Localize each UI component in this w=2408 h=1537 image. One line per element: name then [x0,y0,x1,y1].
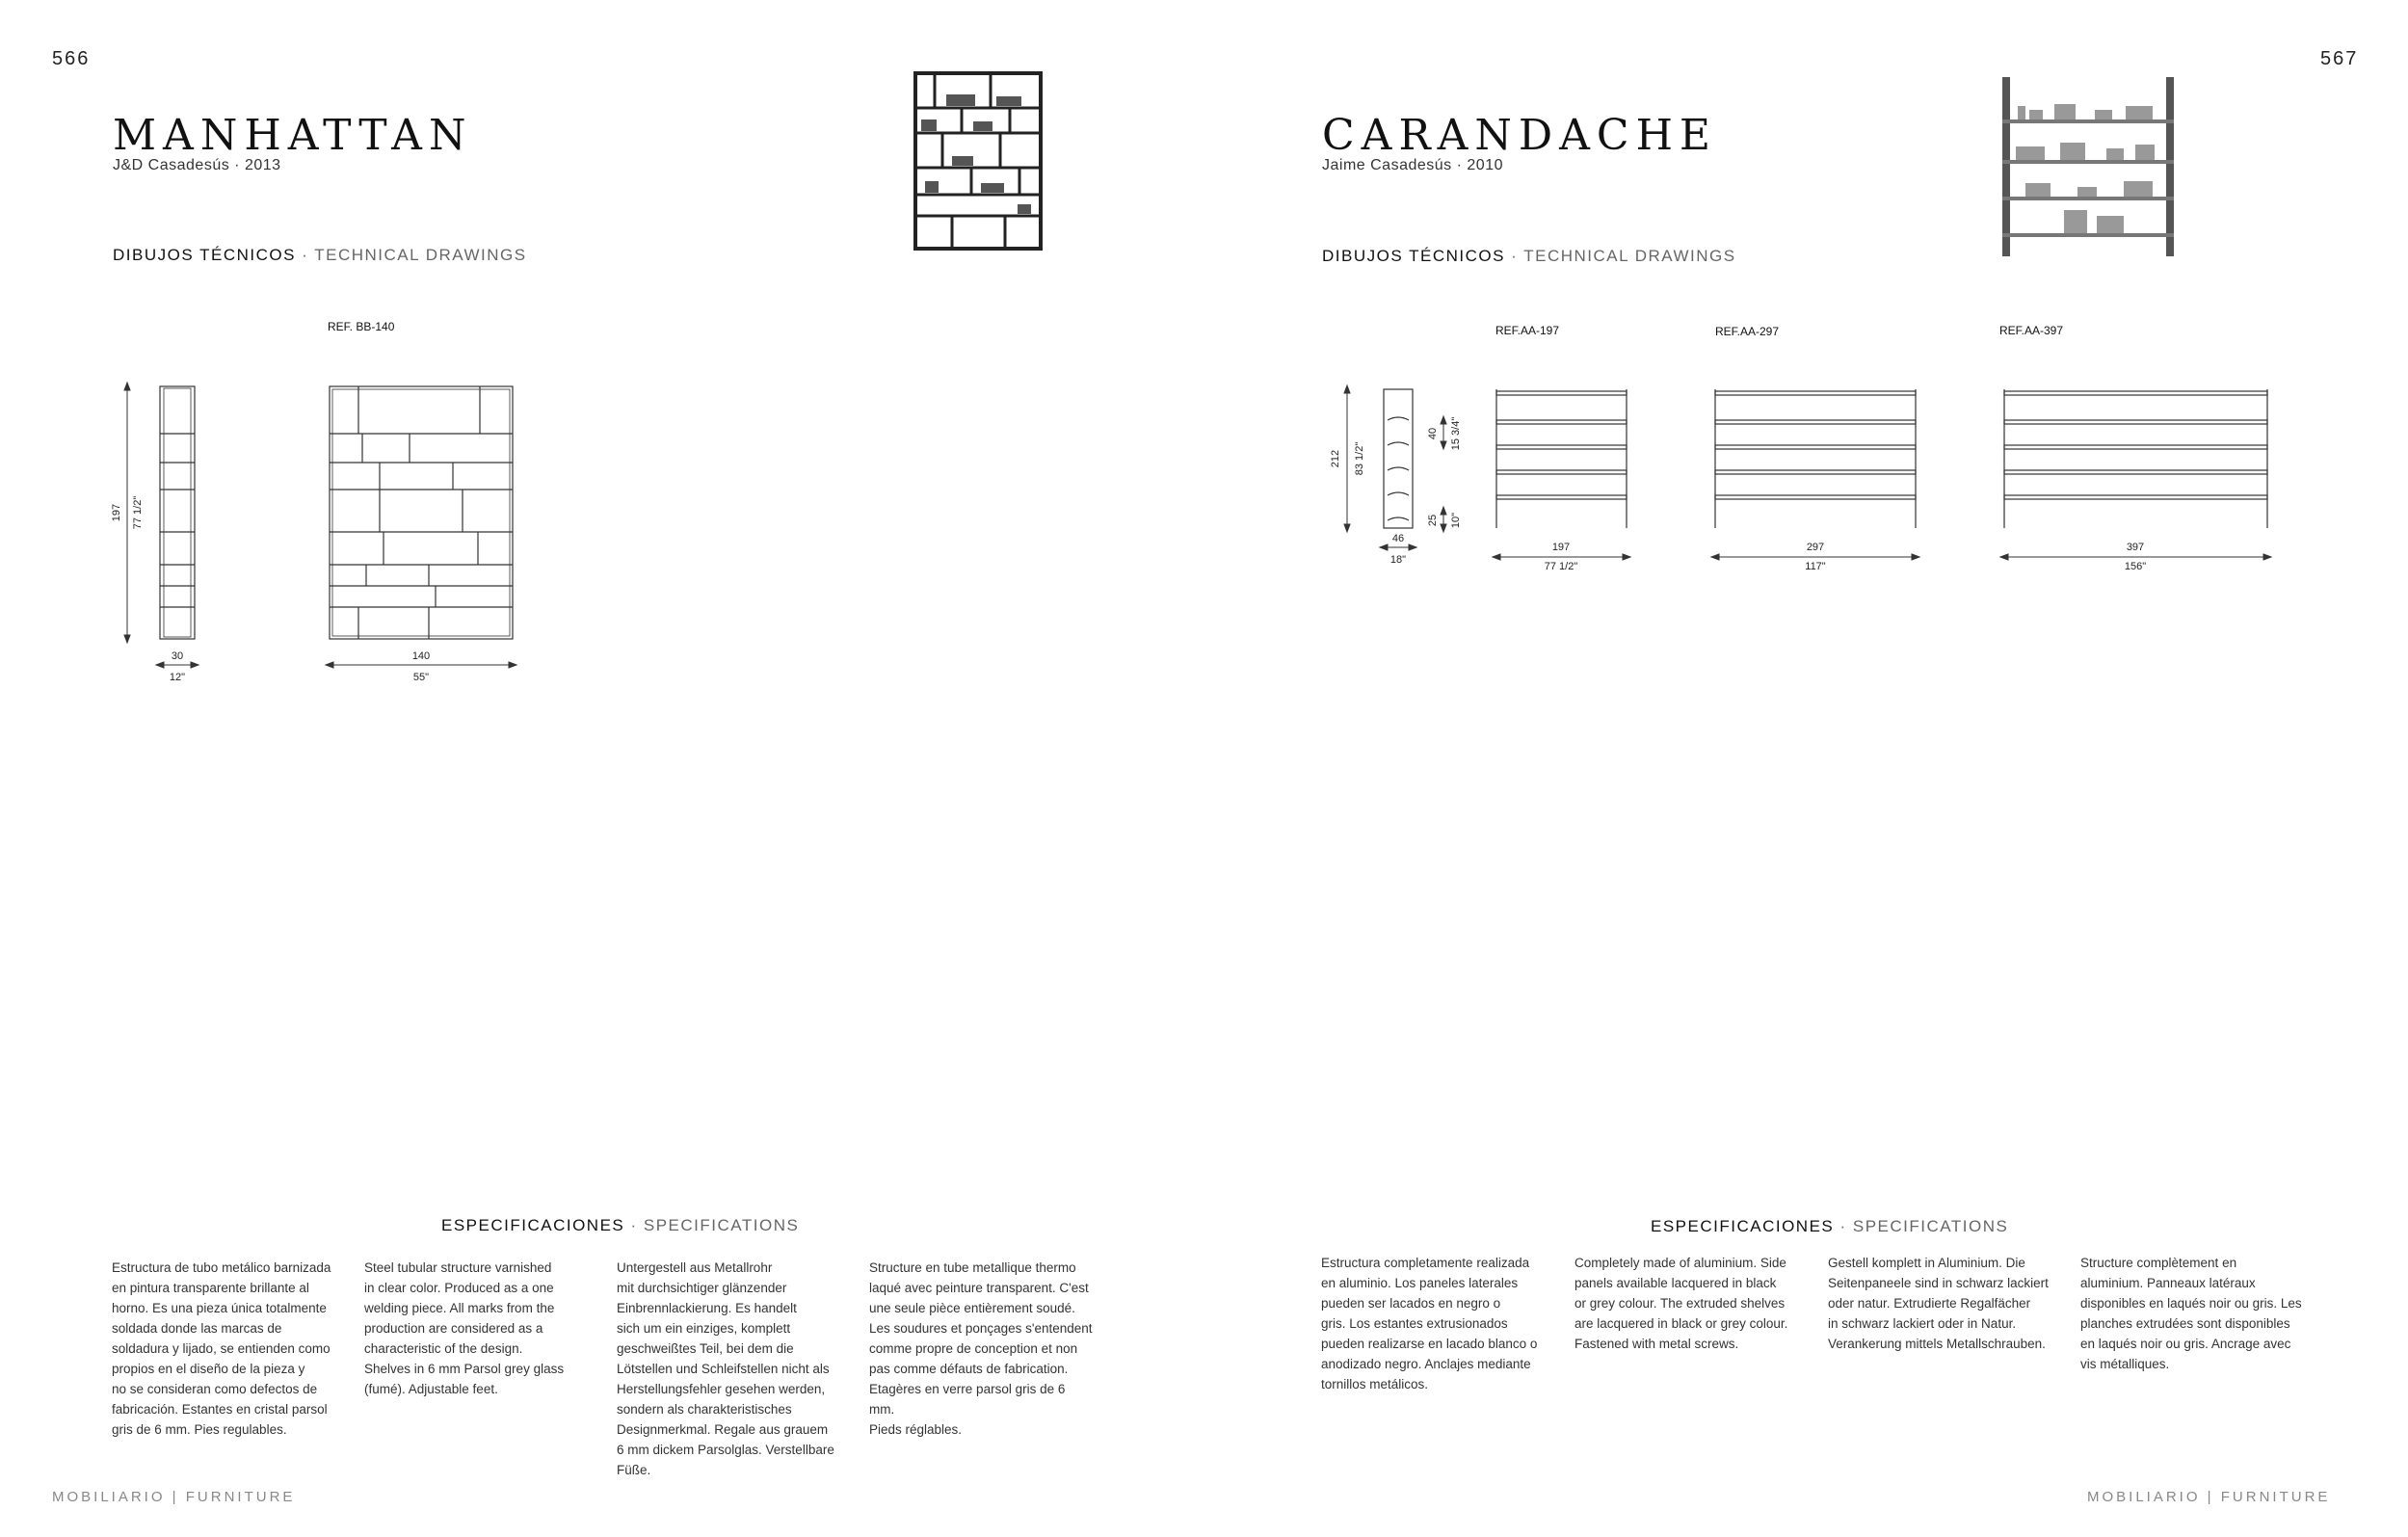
manhattan-technical-drawing [106,376,530,694]
depth-in-label: 12" [169,672,186,683]
heading-en: · TECHNICAL DRAWINGS [302,246,527,264]
spec-text-de-left: Untergestell aus Metallrohr mit durchsichtiger glänzender Einbrennlackierung. Es handelt sich um ein einziges, komplett geschweißtes Teil, bei dem die Lötstellen und Schleifstellen nicht als Herstellungsfehler gesehen werden, sondern als charakteristisches Designmerkmal. Regale aus grauem 6 mm dickem Parsolglas. Verstellbare Füße. [617,1260,834,1477]
ref-bb-140: REF. BB-140 [328,320,395,333]
front-view [330,386,513,639]
designer-manhattan: J&D Casadesús · 2013 [113,157,281,173]
depth-cm-label: 30 [171,650,184,662]
heading-en: · TECHNICAL DRAWINGS [1511,247,1736,265]
width-197-cm-label: 197 [1551,542,1571,553]
height-in-label: 83 1/2" [1354,441,1365,476]
width-297-in-label: 117" [1805,561,1826,572]
spec-heading-en: · SPECIFICATIONS [1839,1217,2009,1235]
height-cm-label: 212 [1330,449,1341,468]
ref-aa-197: REF.AA-197 [1495,324,1560,337]
width-297-cm-label: 297 [1806,542,1825,553]
spec-text-fr-left: Structure en tube metallique thermo laqué avec peinture transparent. C'est une seule pièce entièrement soudé. Les soudures et ponçages s'entendent comme propre de conception et non pas comme défauts de fabrication. Etagères en verre parsol gris de 6 mm. Pieds réglables. [869,1260,1093,1437]
width-cm-label: 140 [411,650,431,662]
product-title-carandache: CARANDACHE [1322,111,1718,160]
spec-heading-es: ESPECIFICACIONES [441,1216,625,1234]
specifications-heading-left [441,1216,799,1235]
footer-right: MOBILIARIO | FURNITURE [2087,1489,2331,1505]
technical-drawings-heading-right [1322,247,1736,266]
page-number-left: 566 [52,48,91,69]
manhattan-photo [913,71,1043,251]
product-title-manhattan: MANHATTAN [113,111,473,160]
base-gap-cm-label: 25 [1427,514,1439,527]
side-view [1384,389,1413,528]
width-397-cm-label: 397 [2126,542,2145,553]
front-view-197 [1496,389,1627,528]
carandache-technical-drawing [1320,376,2274,578]
depth-cm-label: 46 [1391,533,1405,544]
side-view [160,386,195,639]
heading-es: DIBUJOS TÉCNICOS [113,246,296,264]
shelf-gap-in-label: 15 3/4" [1450,416,1462,451]
shelf-gap-cm-label: 40 [1427,427,1439,440]
ref-aa-297: REF.AA-297 [1715,325,1780,338]
spec-text-de-right: Gestell komplett in Aluminium. Die Seitenpaneele sind in schwarz lackiert oder natur. Extrudierte Regalfächer in schwarz lackiert oder in Natur. Verankerung mittels Metallschrauben. [1828,1256,2049,1351]
spec-heading-en: · SPECIFICATIONS [630,1216,800,1234]
front-view-397 [2004,389,2267,528]
depth-in-label: 18" [1389,554,1407,566]
spec-text-en-right: Completely made of aluminium. Side panels available lacquered in black or grey colour. The extruded shelves are lacquered in black or grey colour. Fastened with metal screws. [1574,1256,1788,1351]
front-view-297 [1715,389,1916,528]
carandache-photo [2000,75,2176,258]
designer-carandache: Jaime Casadesús · 2010 [1322,157,1503,173]
spec-heading-es: ESPECIFICACIONES [1651,1217,1835,1235]
width-197-in-label: 77 1/2" [1544,561,1578,572]
width-397-in-label: 156" [2124,561,2147,572]
height-in-label: 77 1/2" [132,495,144,530]
ref-aa-397: REF.AA-397 [1999,324,2064,337]
base-gap-in-label: 10" [1450,512,1462,529]
spec-text-en-left: Steel tubular structure varnished in clear color. Produced as a one welding piece. All marks from the production are considered as a characteristic of the design. Shelves in 6 mm Parsol grey glass (fumé). Adjustable feet. [364,1260,565,1396]
height-cm-label: 197 [111,503,122,522]
heading-es: DIBUJOS TÉCNICOS [1322,247,1505,265]
technical-drawings-heading-left [113,246,527,265]
width-in-label: 55" [412,672,430,683]
page-number-right: 567 [2320,48,2359,69]
spec-text-es-right: Estructura completamente realizada en aluminio. Los paneles laterales pueden ser lacados en negro o gris. Los estantes extrusionados pueden realizarse en lacado blanco o anodizado negro. Anclajes mediante tornillos metálicos. [1321,1256,1538,1391]
spec-text-fr-right: Structure complètement en aluminium. Panneaux latéraux disponibles en laqués noir ou gris. Les planches extrudées sont disponibles en laqués noir ou gris. Ancrage avec vis métalliques. [2080,1256,2302,1371]
footer-left: MOBILIARIO | FURNITURE [52,1489,296,1505]
specifications-heading-right [1651,1217,2008,1236]
spec-text-es-left: Estructura de tubo metálico barnizada en pintura transparente brillante al horno. Es una pieza única totalmente soldada donde las marcas de soldadura y lijado, se entienden como propios en el diseño de la pieza y no se consideran como defectos de fabricación. Estantes en cristal parsol gris de 6 mm. Pies regulables. [112,1260,331,1437]
